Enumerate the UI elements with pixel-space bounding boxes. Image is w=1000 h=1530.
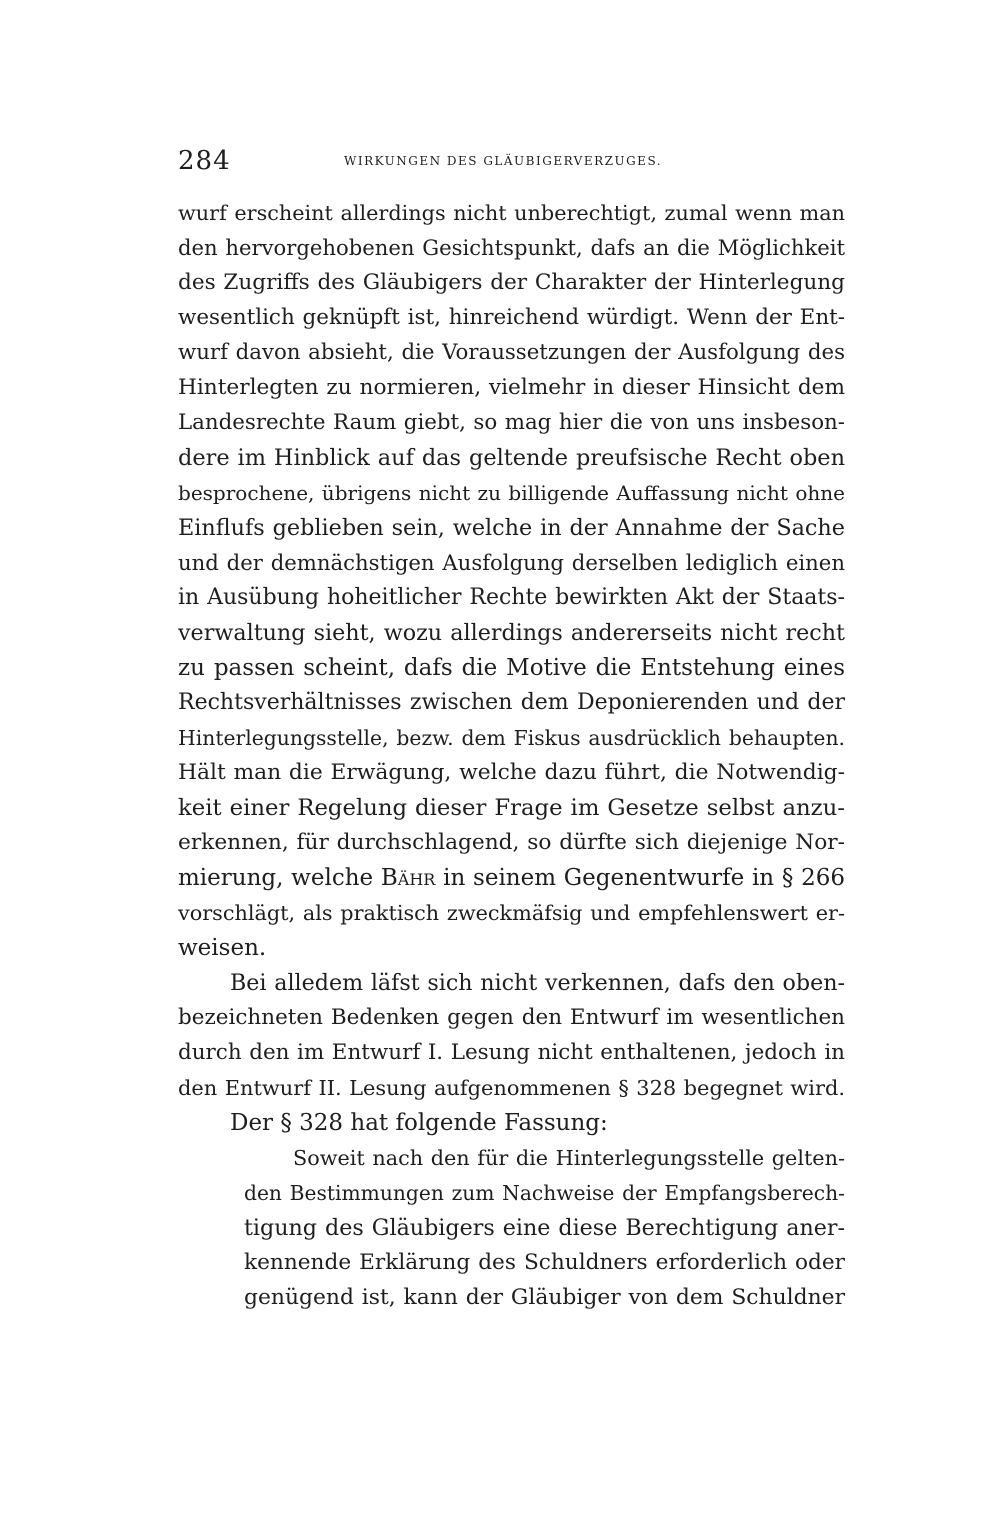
text-fragment: in seinem Gegenentwurfe in § 266 [443, 865, 846, 891]
text-line: verwaltung sieht, wozu allerdings andererseits nicht recht [178, 620, 845, 646]
author-name: Bähr [380, 865, 436, 891]
text-line: wurf erscheint allerdings nicht unberechtigt, zumal wenn man [178, 201, 845, 225]
text-line: Bei alledem läfst sich nicht verkennen, dafs den oben- [230, 970, 845, 996]
text-line: keit einer Regelung dieser Frage im Gesetze selbst anzu- [178, 795, 845, 821]
text-fragment: mierung, welche [178, 865, 374, 891]
text-line: des Zugriffs des Gläubigers der Charakter der Hinterlegung [178, 270, 845, 295]
page-number: 284 [178, 146, 231, 176]
text-line [178, 863, 845, 893]
running-title: WIRKUNGEN DES GLÄUBIGERVERZUGES. [344, 154, 663, 168]
text-line: Hinterlegten zu normieren, vielmehr in dieser Hinsicht dem [178, 375, 845, 400]
quote-line: den Bestimmungen zum Nachweise der Empfangsberech- [244, 1181, 845, 1205]
text-line: Landesrechte Raum giebt, so mag hier die von uns insbeson- [178, 410, 845, 435]
running-head [178, 146, 848, 176]
text-line: dere im Hinblick auf das geltende preufsische Recht oben [178, 445, 845, 471]
text-line: Hinterlegungsstelle, bezw. dem Fiskus ausdrücklich behaupten. [178, 726, 845, 750]
text-line: in Ausübung hoheitlicher Rechte bewirkten Akt der Staats- [178, 585, 845, 610]
text-line: weisen. [178, 935, 267, 961]
text-line: und der demnächstigen Ausfolgung derselben lediglich einen [178, 550, 845, 575]
text-line: besprochene, übrigens nicht zu billigende Auffassung nicht ohne [178, 481, 845, 505]
text-line: Der § 328 hat folgende Fassung: [230, 1110, 608, 1136]
text-line: Rechtsverhältnisses zwischen dem Deponierenden und der [178, 690, 845, 715]
quote-line: kennende Erklärung des Schuldners erforderlich oder [244, 1250, 845, 1275]
text-line: den Entwurf II. Lesung aufgenommenen § 328 begegnet wird. [178, 1076, 845, 1100]
text-line: durch den im Entwurf I. Lesung nicht enthaltenen, jedoch in [178, 1040, 845, 1065]
quote-line: Soweit nach den für die Hinterlegungsstelle gelten- [293, 1146, 845, 1170]
text-line: vorschlägt, als praktisch zweckmäfsig und empfehlenswert er- [178, 901, 845, 925]
text-line: den hervorgehobenen Gesichtspunkt, dafs an die Möglichkeit [178, 235, 845, 260]
text-line: erkennen, für durchschlagend, so dürfte sich diejenige Nor- [178, 830, 845, 855]
text-line: Einflufs geblieben sein, welche in der Annahme der Sache [178, 515, 845, 541]
quote-line: genügend ist, kann der Gläubiger von dem Schuldner [244, 1285, 845, 1310]
quote-line: tigung des Gläubigers eine diese Berechtigung aner- [244, 1215, 845, 1241]
text-line: wurf davon absieht, die Voraussetzungen der Ausfolgung des [178, 340, 845, 365]
text-line: bezeichneten Bedenken gegen den Entwurf im wesentlichen [178, 1005, 845, 1030]
text-line: Hält man die Erwägung, welche dazu führt, die Notwendig- [178, 760, 845, 785]
text-line: zu passen scheint, dafs die Motive die Entstehung eines [178, 655, 845, 681]
text-line: wesentlich geknüpft ist, hinreichend würdigt. Wenn der Ent- [178, 305, 845, 330]
